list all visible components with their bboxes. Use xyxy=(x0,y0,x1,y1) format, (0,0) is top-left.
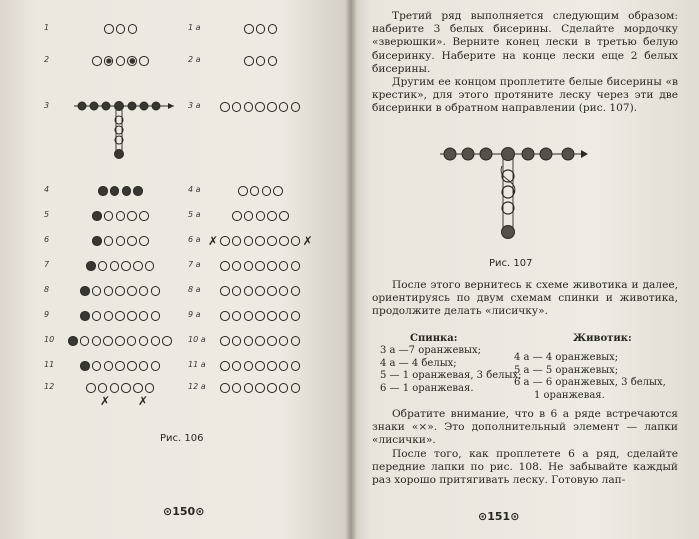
page-number-left-value: 150 xyxy=(172,505,196,518)
white-bead-icon xyxy=(244,236,254,246)
right-text-block-2 xyxy=(372,279,678,319)
white-bead-icon xyxy=(220,361,230,371)
bead-row xyxy=(92,236,151,246)
white-bead-icon xyxy=(103,336,113,346)
white-bead-icon xyxy=(291,361,301,371)
bead-row xyxy=(232,211,291,221)
orange-bead-icon xyxy=(86,261,96,271)
white-bead-icon xyxy=(121,383,131,393)
bead-row xyxy=(86,383,157,393)
row-label: 11 xyxy=(44,360,55,369)
white-bead-icon xyxy=(279,336,289,346)
white-bead-icon xyxy=(267,236,277,246)
row-label: 10 а xyxy=(188,335,206,344)
white-bead-icon xyxy=(291,311,301,321)
white-bead-icon xyxy=(92,311,102,321)
white-bead-icon xyxy=(244,286,254,296)
row-label: 10 xyxy=(44,335,55,344)
orange-bead-icon xyxy=(110,186,120,196)
white-bead-icon xyxy=(255,383,265,393)
white-bead-icon xyxy=(256,211,266,221)
white-bead-icon xyxy=(80,336,90,346)
white-bead-icon xyxy=(151,336,161,346)
white-bead-icon xyxy=(139,361,149,371)
bead-row xyxy=(238,186,285,196)
right-text-block-1 xyxy=(372,10,678,116)
white-bead-icon xyxy=(279,383,289,393)
orange-bead-icon xyxy=(92,236,102,246)
white-bead-icon xyxy=(255,261,265,271)
white-bead-icon xyxy=(127,311,137,321)
white-bead-icon xyxy=(268,24,278,34)
bead-row xyxy=(220,383,303,393)
row3-diagram xyxy=(70,98,180,168)
white-bead-icon xyxy=(104,56,114,66)
white-bead-icon xyxy=(244,56,254,66)
page-number-right-value: 151 xyxy=(487,510,511,523)
bead-row xyxy=(80,286,163,296)
row-label: 7 xyxy=(44,260,50,269)
white-bead-icon xyxy=(127,56,137,66)
white-bead-icon xyxy=(267,383,277,393)
bead-row xyxy=(104,24,139,34)
white-bead-icon xyxy=(291,102,301,112)
white-bead-icon xyxy=(267,211,277,221)
white-bead-icon xyxy=(98,261,108,271)
white-bead-icon xyxy=(127,361,137,371)
white-bead-icon xyxy=(279,261,289,271)
white-bead-icon xyxy=(232,236,242,246)
white-bead-icon xyxy=(127,286,137,296)
white-bead-icon xyxy=(291,236,301,246)
white-bead-icon xyxy=(250,186,260,196)
white-bead-icon xyxy=(145,383,155,393)
page-number-right: ⊙151⊙ xyxy=(478,510,520,523)
white-bead-icon xyxy=(116,211,126,221)
white-bead-icon xyxy=(244,261,254,271)
white-bead-icon xyxy=(262,186,272,196)
white-bead-icon xyxy=(267,336,277,346)
back-list xyxy=(380,345,521,395)
row-label: 9 а xyxy=(188,310,201,319)
cross-mark-icon: ✗ xyxy=(138,394,149,408)
row-label: 1 xyxy=(44,23,50,32)
white-bead-icon xyxy=(104,236,114,246)
paragraph-2: Другим ее концом проплетите белые бисерины «в крестик», для этого протяните леску через эти две бисеринки в обратном направлении (рис. 107). xyxy=(372,76,678,115)
white-bead-icon xyxy=(255,102,265,112)
white-bead-icon xyxy=(244,24,254,34)
bead-row xyxy=(220,361,303,371)
white-bead-icon xyxy=(116,24,126,34)
white-bead-icon xyxy=(244,383,254,393)
white-bead-icon xyxy=(279,102,289,112)
page-number-left: ⊙150⊙ xyxy=(163,505,205,518)
back-line: 3 а —7 оранжевых; xyxy=(380,345,481,356)
bead-row xyxy=(92,56,151,66)
white-bead-icon xyxy=(151,286,161,296)
bead-row xyxy=(220,102,303,112)
bead-row xyxy=(92,211,151,221)
bead-row xyxy=(220,336,303,346)
white-bead-icon xyxy=(255,311,265,321)
white-bead-icon xyxy=(291,261,301,271)
row-label: 1 а xyxy=(188,23,201,32)
white-bead-icon xyxy=(255,361,265,371)
white-bead-icon xyxy=(232,311,242,321)
orange-bead-icon xyxy=(98,186,108,196)
white-bead-icon xyxy=(92,361,102,371)
paragraph-1: Третий ряд выполняется следующим образом: наберите 3 белых бисерины. Сделайте мордочку «зверюшки». Верните конец лески в третью белую бисеринку. Наберите на конце лески еще 2 белых бисерины. xyxy=(372,10,678,75)
row-label: 5 xyxy=(44,210,50,219)
white-bead-icon xyxy=(139,336,149,346)
white-bead-icon xyxy=(279,286,289,296)
white-bead-icon xyxy=(92,56,102,66)
white-bead-icon xyxy=(255,286,265,296)
orange-bead-icon xyxy=(80,286,90,296)
bead-row xyxy=(244,56,279,66)
bead-row xyxy=(220,286,303,296)
cross-mark-icon: ✗ xyxy=(302,234,313,248)
back-line: 5 — 1 оранжевая, 3 белых; xyxy=(380,370,522,381)
white-bead-icon xyxy=(139,56,149,66)
row-label: 9 xyxy=(44,310,50,319)
orange-bead-icon xyxy=(92,211,102,221)
white-bead-icon xyxy=(127,236,137,246)
back-line: 6 — 1 оранжевая. xyxy=(380,382,474,394)
white-bead-icon xyxy=(145,261,155,271)
row-label: 12 xyxy=(44,382,55,391)
white-bead-icon xyxy=(232,383,242,393)
row-label: 4 xyxy=(44,185,50,194)
white-bead-icon xyxy=(232,361,242,371)
paragraph-4: Обратите внимание, что в 6 а ряде встречаются знаки «×». Это дополнительный элемент — лапки «лисички». xyxy=(372,408,678,447)
figure-107-diagram xyxy=(436,140,596,248)
white-bead-icon xyxy=(115,336,125,346)
paragraph-3: После этого вернитесь к схеме животика и далее, ориентируясь по двум схемам спинки и животика, продолжите делать «лисичку». xyxy=(372,279,678,318)
paragraph-5: После того, как проплетете 6 а ряд, сделайте передние лапки по рис. 108. Не забывайте каждый раз хорошо притягивать леску. Готовую лап- xyxy=(372,447,678,487)
white-bead-icon xyxy=(104,286,114,296)
white-bead-icon xyxy=(133,261,143,271)
white-bead-icon xyxy=(279,361,289,371)
white-bead-icon xyxy=(220,102,230,112)
figure-107-caption: Рис. 107 xyxy=(489,258,533,269)
row-label: 2 а xyxy=(188,55,201,64)
row-label: 7 а xyxy=(188,260,201,269)
white-bead-icon xyxy=(115,311,125,321)
cross-mark-icon: ✗ xyxy=(208,234,219,248)
white-bead-icon xyxy=(267,286,277,296)
right-text-block-3 xyxy=(372,408,678,487)
white-bead-icon xyxy=(92,286,102,296)
white-bead-icon xyxy=(104,361,114,371)
white-bead-icon xyxy=(139,286,149,296)
figure-106-caption: Рис. 106 xyxy=(160,433,204,444)
white-bead-icon xyxy=(139,311,149,321)
white-bead-icon xyxy=(267,102,277,112)
white-bead-icon xyxy=(139,236,149,246)
row-label: 4 а xyxy=(188,185,201,194)
orange-bead-icon xyxy=(122,186,132,196)
row-label: 11 а xyxy=(188,360,206,369)
white-bead-icon xyxy=(139,211,149,221)
white-bead-icon xyxy=(244,211,254,221)
back-title: Спинка: xyxy=(410,333,458,344)
bead-row xyxy=(86,261,157,271)
row-label: 5 а xyxy=(188,210,201,219)
bead-row xyxy=(68,336,174,346)
belly-title: Животик: xyxy=(573,333,632,344)
bead-row xyxy=(80,311,163,321)
white-bead-icon xyxy=(220,311,230,321)
white-bead-icon xyxy=(255,236,265,246)
bead-row xyxy=(220,261,303,271)
white-bead-icon xyxy=(291,336,301,346)
row-label: 6 а xyxy=(188,235,201,244)
white-bead-icon xyxy=(291,286,301,296)
white-bead-icon xyxy=(127,336,137,346)
white-bead-icon xyxy=(104,311,114,321)
row-label: 3 xyxy=(44,101,50,110)
row-label: 8 xyxy=(44,285,50,294)
white-bead-icon xyxy=(115,361,125,371)
white-bead-icon xyxy=(232,286,242,296)
white-bead-icon xyxy=(133,383,143,393)
orange-bead-icon xyxy=(68,336,78,346)
white-bead-icon xyxy=(255,336,265,346)
white-bead-icon xyxy=(267,311,277,321)
white-bead-icon xyxy=(267,361,277,371)
belly-line: 1 оранжевая. xyxy=(534,389,605,401)
row-label: 8 а xyxy=(188,285,201,294)
white-bead-icon xyxy=(232,102,242,112)
white-bead-icon xyxy=(220,261,230,271)
row-label: 2 xyxy=(44,55,50,64)
white-bead-icon xyxy=(238,186,248,196)
white-bead-icon xyxy=(220,383,230,393)
white-bead-icon xyxy=(86,383,96,393)
belly-line: 6 а — 6 оранжевых, 3 белых, xyxy=(514,377,666,388)
white-bead-icon xyxy=(273,186,283,196)
white-bead-icon xyxy=(244,311,254,321)
cross-mark-icon: ✗ xyxy=(100,394,111,408)
white-bead-icon xyxy=(116,56,126,66)
white-bead-icon xyxy=(162,336,172,346)
bead-row xyxy=(80,361,163,371)
belly-list xyxy=(514,352,666,402)
belly-line: 5 а — 5 оранжевых; xyxy=(514,364,619,376)
white-bead-icon xyxy=(279,311,289,321)
white-bead-icon xyxy=(116,236,126,246)
bead-row xyxy=(244,24,279,34)
white-bead-icon xyxy=(232,336,242,346)
white-bead-icon xyxy=(110,383,120,393)
orange-bead-icon xyxy=(80,311,90,321)
white-bead-icon xyxy=(279,236,289,246)
white-bead-icon xyxy=(104,211,114,221)
bead-row xyxy=(220,311,303,321)
white-bead-icon xyxy=(127,211,137,221)
white-bead-icon xyxy=(232,261,242,271)
white-bead-icon xyxy=(104,24,114,34)
white-bead-icon xyxy=(267,261,277,271)
white-bead-icon xyxy=(115,286,125,296)
row-label: 12 а xyxy=(188,382,206,391)
orange-bead-icon xyxy=(80,361,90,371)
white-bead-icon xyxy=(121,261,131,271)
white-bead-icon xyxy=(256,24,266,34)
orange-bead-icon xyxy=(133,186,143,196)
white-bead-icon xyxy=(98,383,108,393)
white-bead-icon xyxy=(244,336,254,346)
white-bead-icon xyxy=(128,24,138,34)
white-bead-icon xyxy=(256,56,266,66)
white-bead-icon xyxy=(291,383,301,393)
belly-line: 4 а — 4 оранжевых; xyxy=(514,352,619,363)
row-label: 3 а xyxy=(188,101,201,110)
white-bead-icon xyxy=(151,361,161,371)
white-bead-icon xyxy=(244,102,254,112)
white-bead-icon xyxy=(220,336,230,346)
white-bead-icon xyxy=(110,261,120,271)
book-gutter xyxy=(345,0,357,539)
white-bead-icon xyxy=(244,361,254,371)
bead-row xyxy=(208,236,315,246)
white-bead-icon xyxy=(92,336,102,346)
white-bead-icon xyxy=(232,211,242,221)
bead-row xyxy=(98,186,145,196)
row-label: 6 xyxy=(44,235,50,244)
white-bead-icon xyxy=(279,211,289,221)
back-line: 4 а — 4 белых; xyxy=(380,357,457,369)
white-bead-icon xyxy=(220,286,230,296)
white-bead-icon xyxy=(268,56,278,66)
white-bead-icon xyxy=(151,311,161,321)
white-bead-icon xyxy=(220,236,230,246)
